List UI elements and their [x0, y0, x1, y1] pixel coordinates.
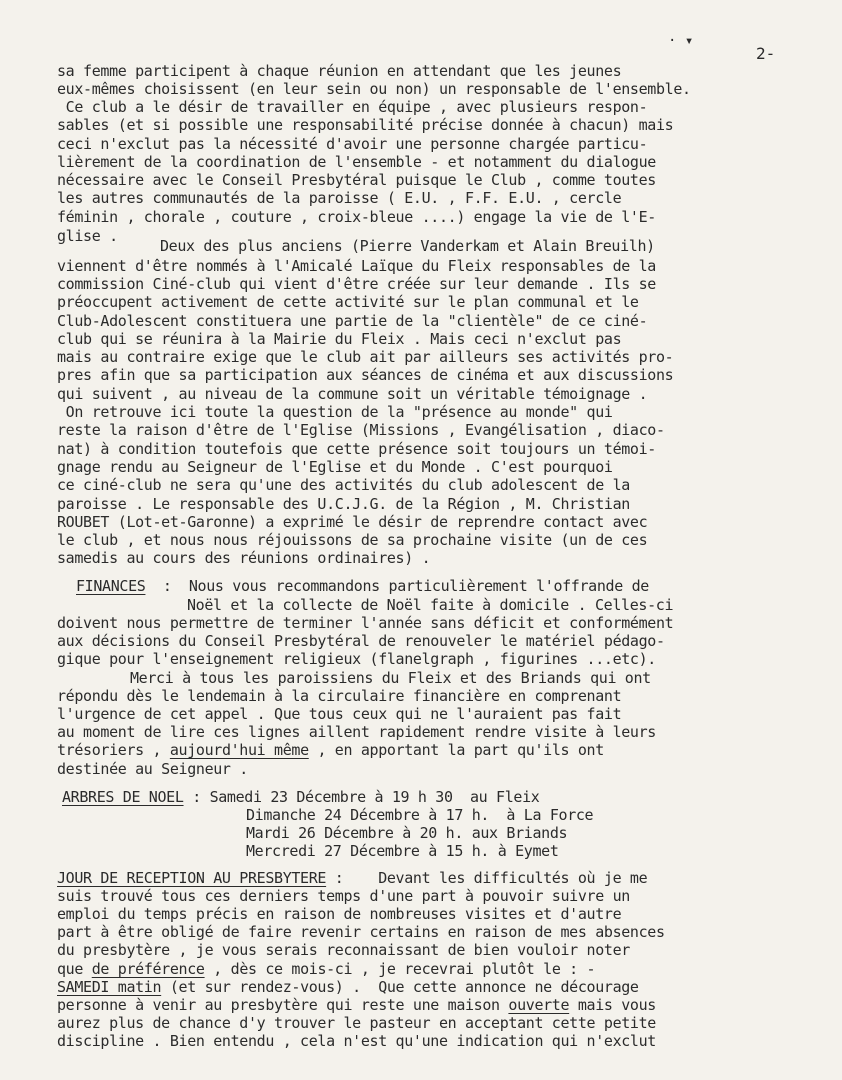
text-line: discipline . Bien entendu , cela n'est qu'une indication qui n'exclut: [57, 1032, 656, 1050]
text-line: glise .: [57, 227, 118, 245]
samedi-line: SAMEDI matin (et sur rendez-vous) . Que cette annonce ne décourage: [57, 978, 639, 996]
text-line: emploi du temps précis en raison de nombreuses visites et d'autre: [57, 905, 622, 923]
text-line: Ce club a le désir de travailler en équipe , avec plusieurs respon-: [57, 98, 648, 116]
text-line: mais au contraire exige que le club ait par ailleurs ses activités pro-: [57, 348, 674, 366]
ouverte-line: personne à venir au presbytère qui reste une maison ouverte mais vous: [57, 996, 656, 1014]
text-line: ce ciné-club ne sera qu'une des activités du club adolescent de la: [57, 476, 630, 494]
text-line: pres afin que sa participation aux séances de cinéma et aux discussions: [57, 366, 674, 384]
text-line: Mercredi 27 Décembre à 15 h. à Eymet: [246, 842, 559, 860]
text-line: sables (et si possible une responsabilité précise donnée à chacun) mais: [57, 116, 674, 134]
text-line: préoccupent activement de cette activité sur le plan communal et le: [57, 293, 639, 311]
text-line: répondu dès le lendemain à la circulaire financière en comprenant: [57, 687, 622, 705]
finances-heading: FINANCES: [76, 577, 146, 595]
page-number: 2-: [756, 44, 776, 63]
text-line: au moment de lire ces lignes aillent rapidement rendre visite à leurs: [57, 723, 656, 741]
arbres-heading: ARBRES DE NOEL: [62, 788, 184, 806]
text-line: reste la raison d'être de l'Eglise (Missions , Evangélisation , diaco-: [57, 421, 665, 439]
text-line: qui suivent , au niveau de la commune soit un véritable témoignage .: [57, 385, 648, 403]
text-line: destinée au Seigneur .: [57, 760, 248, 778]
preference-line: que de préférence , dès ce mois-ci , je recevrai plutôt le : -: [57, 960, 596, 978]
ouverte-emphasis: ouverte: [508, 996, 570, 1014]
preference-emphasis: de préférence: [91, 960, 205, 978]
arbres-line: ARBRES DE NOEL : Samedi 23 Décembre à 19 h 30 au Fleix: [62, 788, 540, 806]
aujourdhui-line: trésoriers , aujourd'hui même , en apportant la part qu'ils ont: [57, 741, 604, 759]
jour-heading: JOUR DE RECEPTION AU PRESBYTERE: [57, 869, 327, 887]
text-line: l'urgence de cet appel . Que tous ceux qui ne l'auraient pas fait: [57, 705, 622, 723]
text-line: nécessaire avec le Conseil Presbytéral puisque le Club , comme toutes: [57, 171, 656, 189]
text-line: eux-mêmes choisissent (en leur sein ou non) un responsable de l'ensemble.: [57, 80, 691, 98]
finances-line: FINANCES : Nous vous recommandons particulièrement l'offrande de: [76, 577, 649, 595]
text-line: Mardi 26 Décembre à 20 h. aux Briands: [246, 824, 568, 842]
text-line: Deux des plus anciens (Pierre Vanderkam et Alain Breuilh): [160, 237, 655, 255]
text-line: du presbytère , je vous serais reconnaissant de bien vouloir noter: [57, 941, 630, 959]
text-line: sa femme participent à chaque réunion en attendant que les jeunes: [57, 62, 622, 80]
text-line: féminin , chorale , couture , croix-bleue ....) engage la vie de l'E-: [57, 208, 656, 226]
text-line: Noël et la collecte de Noël faite à domicile . Celles-ci: [187, 596, 674, 614]
text-line: Merci à tous les paroissiens du Fleix et des Briands qui ont: [130, 669, 651, 687]
text-line: paroisse . Le responsable des U.C.J.G. de la Région , M. Christian: [57, 495, 630, 513]
text-line: gique pour l'enseignement religieux (flanelgraph , figurines ...etc).: [57, 650, 656, 668]
text-line: aux décisions du Conseil Presbytéral de renouveler le matériel pédago-: [57, 632, 665, 650]
text-line: suis trouvé tous ces derniers temps d'une part à pouvoir suivre un: [57, 887, 630, 905]
text-line: commission Ciné-club qui vient d'être créée sur leur demande . Ils se: [57, 275, 656, 293]
text-line: lièrement de la coordination de l'ensemble - et notamment du dialogue: [57, 153, 656, 171]
text-line: ceci n'exclut pas la nécessité d'avoir une personne chargée particu-: [57, 135, 648, 153]
text-line: samedis au cours des réunions ordinaires) .: [57, 549, 431, 567]
text-line: ROUBET (Lot-et-Garonne) a exprimé le désir de reprendre contact avec: [57, 513, 648, 531]
text-line: part à être obligé de faire revenir certains en raison de mes absences: [57, 923, 665, 941]
text-line: On retrouve ici toute la question de la "présence au monde" qui: [57, 403, 613, 421]
samedi-emphasis: SAMEDI matin: [57, 978, 162, 996]
text-line: Club-Adolescent constituera une partie de la "clientèle" de ce ciné-: [57, 312, 648, 330]
text-line: viennent d'être nommés à l'Amicalé Laïque du Fleix responsables de la: [57, 257, 656, 275]
text-line: gnage rendu au Seigneur de l'Eglise et du Monde . C'est pourquoi: [57, 458, 613, 476]
text-line: les autres communautés de la paroisse ( E.U. , F.F. E.U. , cercle: [57, 189, 622, 207]
corner-mark: · ▾: [668, 33, 694, 49]
text-line: club qui se réunira à la Mairie du Fleix . Mais ceci n'exclut pas: [57, 330, 622, 348]
text-line: Dimanche 24 Décembre à 17 h. à La Force: [246, 806, 594, 824]
text-line: aurez plus de chance d'y trouver le pasteur en acceptant cette petite: [57, 1014, 656, 1032]
jour-line: JOUR DE RECEPTION AU PRESBYTERE : Devant les difficultés où je me: [57, 869, 648, 887]
aujourdhui-emphasis: aujourd'hui même: [169, 741, 309, 759]
text-line: doivent nous permettre de terminer l'année sans déficit et conformément: [57, 614, 674, 632]
text-line: le club , et nous nous réjouissons de sa prochaine visite (un de ces: [57, 531, 648, 549]
text-line: nat) à condition toutefois que cette présence soit toujours un témoi-: [57, 440, 656, 458]
